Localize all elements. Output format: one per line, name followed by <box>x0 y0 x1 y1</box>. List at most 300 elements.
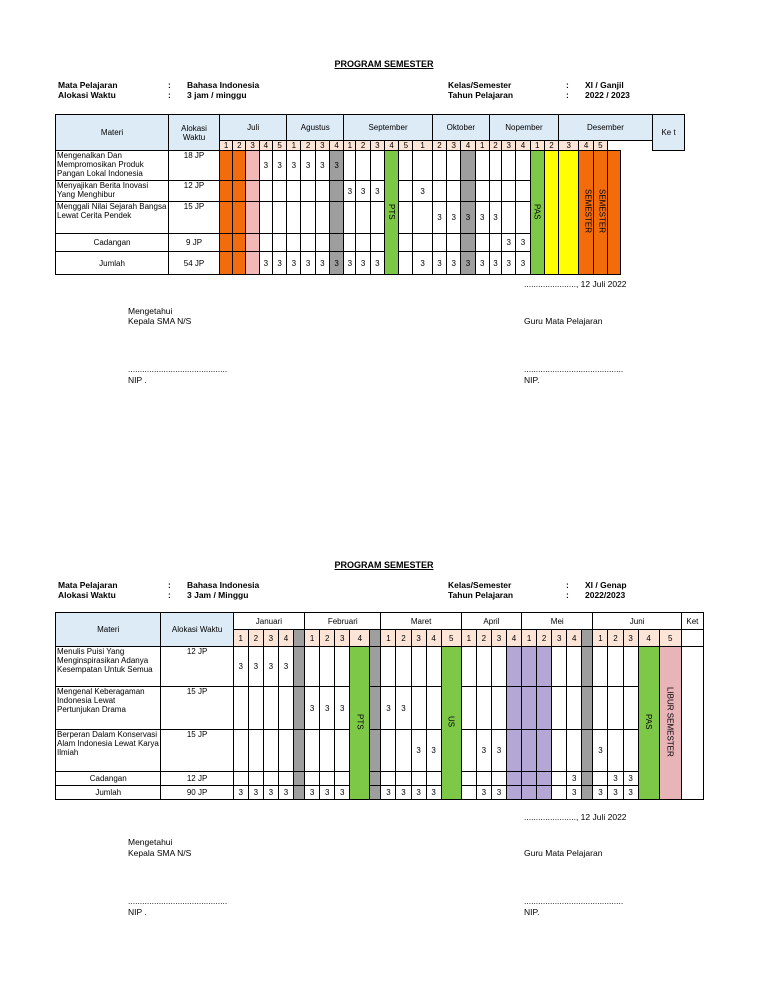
doc2-week-cell <box>335 772 350 786</box>
doc2-week-number: 4 <box>506 630 521 647</box>
doc2-week-number: 2 <box>537 630 552 647</box>
doc1-week-cell <box>315 181 329 202</box>
doc1-week-cell <box>287 181 301 202</box>
doc1-mapel-value: Bahasa Indonesia <box>187 80 260 90</box>
doc1-row-alokasi: 15 JP <box>169 202 220 234</box>
doc2-week-cell <box>233 730 248 772</box>
doc2-week-number: 1 <box>233 630 248 647</box>
doc1-ket-cell <box>607 151 620 275</box>
doc1-week-cell <box>413 234 432 252</box>
doc2-gap-cell <box>582 687 593 730</box>
doc2-week-cell <box>593 647 608 687</box>
doc1-week-cell <box>219 151 232 181</box>
doc1-week-cell <box>516 151 530 181</box>
doc1-week-cell: 3 <box>344 252 356 275</box>
doc2-week-cell <box>411 687 426 730</box>
doc1-week-number: 2 <box>233 141 246 151</box>
doc1-week-cell <box>246 181 259 202</box>
doc2-week-cell <box>396 647 411 687</box>
doc2-week-cell <box>411 647 426 687</box>
doc1-week-cell <box>502 151 516 181</box>
doc1-week-number: 1 <box>344 141 356 151</box>
doc1-week-cell <box>489 151 501 181</box>
doc1-week-cell <box>356 151 370 181</box>
doc2-gap-cell <box>370 786 381 800</box>
doc1-week-cell <box>370 234 384 252</box>
doc1-week-cell <box>246 202 259 234</box>
doc2-week-cell <box>552 647 567 687</box>
doc1-row-alokasi: 9 JP <box>169 234 220 252</box>
doc1-week-cell: 3 <box>259 151 272 181</box>
doc1-week-number: 4 <box>384 141 398 151</box>
doc1-month-nopember: Nopember <box>489 115 558 141</box>
doc1-week-cell: 3 <box>461 202 475 234</box>
doc1-week-cell <box>233 181 246 202</box>
doc2-week-cell: 3 <box>381 786 396 800</box>
doc1-col-alokasi: Alokasi Waktu <box>169 115 220 151</box>
doc1-libur-block-2 <box>593 151 607 275</box>
doc2-week-cell <box>476 647 491 687</box>
doc2-week-cell: 3 <box>411 730 426 772</box>
doc1-week-cell <box>233 252 246 275</box>
doc2-week-cell <box>248 730 263 772</box>
doc1-week-cell <box>399 151 413 181</box>
doc2-week-cell <box>396 730 411 772</box>
doc2-row-materi: Cadangan <box>56 772 161 786</box>
doc1-week-number: 3 <box>370 141 384 151</box>
doc1-week-cell <box>301 234 315 252</box>
doc1-week-cell <box>370 151 384 181</box>
doc2-row-materi: Mengenal Keberagaman Indonesia Lewat Pertunjukan Drama <box>56 687 161 730</box>
doc2-week-cell: 3 <box>411 786 426 800</box>
doc2-tahun-label: Tahun Pelajaran <box>448 590 514 600</box>
doc2-week-cell <box>567 687 582 730</box>
doc2-week-cell: 3 <box>233 647 248 687</box>
doc1-week-cell <box>413 151 432 181</box>
doc2-week-number: 3 <box>411 630 426 647</box>
doc2-week-cell <box>263 772 278 786</box>
doc1-week-cell <box>461 181 475 202</box>
doc1-week-cell: 3 <box>516 234 530 252</box>
doc1-week-cell <box>233 202 246 234</box>
doc2-week-cell <box>278 730 293 772</box>
doc2-gap-cell <box>293 647 304 687</box>
doc1-week-number: 1 <box>287 141 301 151</box>
doc1-week-number: 4 <box>329 141 343 151</box>
doc1-kepala: Kepala SMA N/S <box>128 316 192 326</box>
doc2-month-januari: Januari <box>233 613 304 630</box>
doc1-week-cell <box>432 151 446 181</box>
doc2-week-cell: 3 <box>305 786 320 800</box>
doc1-week-cell <box>370 202 384 234</box>
doc2-row-alokasi: 12 JP <box>161 772 233 786</box>
doc1-week-cell <box>516 202 530 234</box>
doc2-week-cell: 3 <box>476 730 491 772</box>
doc2-week-cell <box>552 687 567 730</box>
doc1-week-cell <box>219 252 232 275</box>
doc1-month-agustus: Agustus <box>287 115 344 141</box>
doc1-week-cell: 3 <box>447 202 461 234</box>
doc2-week-cell <box>461 687 476 730</box>
doc1-week-cell <box>315 234 329 252</box>
doc2-col-materi: Materi <box>56 613 161 647</box>
doc1-week-cell <box>461 151 475 181</box>
doc2-ket-cell <box>681 647 703 800</box>
doc2-week-cell: 3 <box>491 730 506 772</box>
doc1-week-cell: 3 <box>489 252 501 275</box>
doc2-gap-cell <box>582 772 593 786</box>
doc2-week-cell: 3 <box>320 687 335 730</box>
doc1-kepala-dots: .......................................... <box>128 364 228 374</box>
doc1-week-number: 4 <box>461 141 475 151</box>
doc2-week-cell <box>381 647 396 687</box>
doc2-lavender-cell <box>506 786 521 800</box>
doc2-week-cell <box>335 730 350 772</box>
doc1-week-cell <box>489 181 501 202</box>
doc1-week-cell: 3 <box>259 252 272 275</box>
doc2-week-cell <box>623 687 638 730</box>
doc1-week-number: 3 <box>559 141 579 151</box>
doc2-week-number: 3 <box>335 630 350 647</box>
doc2-week-number: 2 <box>248 630 263 647</box>
doc1-week-cell <box>399 181 413 202</box>
doc1-week-number: 1 <box>475 141 489 151</box>
doc2-week-cell <box>461 786 476 800</box>
doc2-schedule-table <box>55 612 704 800</box>
doc1-week-cell <box>344 202 356 234</box>
doc2-week-cell <box>491 647 506 687</box>
doc2-gap-cell <box>370 647 381 687</box>
doc2-week-cell <box>552 772 567 786</box>
doc2-week-gap <box>370 630 381 647</box>
doc1-week-cell <box>502 202 516 234</box>
doc2-week-cell <box>593 772 608 786</box>
doc1-week-cell: 3 <box>329 252 343 275</box>
doc2-mapel-label: Mata Pelajaran <box>58 580 118 590</box>
doc1-row-alokasi: 54 JP <box>169 252 220 275</box>
doc2-libur-label: LIBUR SEMESTER <box>665 687 675 757</box>
doc2-title: PROGRAM SEMESTER <box>334 560 434 570</box>
doc1-week-number: 4 <box>516 141 530 151</box>
doc2-lavender-cell <box>522 786 537 800</box>
doc1-week-cell: 3 <box>516 252 530 275</box>
doc1-week-number: 5 <box>593 141 607 151</box>
doc1-week-cell <box>272 234 286 252</box>
doc1-week-cell: 3 <box>413 181 432 202</box>
doc1-guru-dots: .......................................... <box>524 364 624 374</box>
doc2-week-number: 3 <box>623 630 638 647</box>
doc2-lavender-cell <box>522 772 537 786</box>
doc1-week-cell <box>329 202 343 234</box>
doc1-week-cell <box>246 151 259 181</box>
doc1-tahun-value: 2022 / 2023 <box>585 90 630 100</box>
doc2-week-cell: 3 <box>623 786 638 800</box>
doc2-week-cell <box>461 647 476 687</box>
doc2-guru: Guru Mata Pelajaran <box>524 848 603 858</box>
doc1-week-cell <box>233 151 246 181</box>
doc1-row-materi: Menggali Nilai Sejarah Bangsa Lewat Cerita Pendek <box>56 202 169 234</box>
doc2-kepala: Kepala SMA N/S <box>128 848 192 858</box>
doc2-week-number: 5 <box>441 630 461 647</box>
doc1-week-cell: 3 <box>447 252 461 275</box>
doc2-week-cell <box>623 647 638 687</box>
doc2-date: ......................, 12 Juli 2022 <box>524 812 627 822</box>
doc2-lavender-cell <box>506 772 521 786</box>
doc2-week-cell: 3 <box>567 772 582 786</box>
doc1-col-ket: Ke t <box>652 115 685 151</box>
doc1-week-cell: 3 <box>461 252 475 275</box>
doc1-guru: Guru Mata Pelajaran <box>524 316 603 326</box>
doc2-lavender-cell <box>537 772 552 786</box>
doc2-week-cell: 3 <box>567 786 582 800</box>
doc1-week-cell <box>344 234 356 252</box>
doc2-gap-cell <box>293 730 304 772</box>
doc1-week-cell <box>489 234 501 252</box>
doc1-week-cell <box>246 252 259 275</box>
doc2-week-cell: 3 <box>248 786 263 800</box>
doc1-week-number: 4 <box>259 141 272 151</box>
doc1-week-cell <box>259 181 272 202</box>
doc2-week-cell: 3 <box>335 786 350 800</box>
doc2-gap-cell <box>582 730 593 772</box>
doc2-row-alokasi: 15 JP <box>161 730 233 772</box>
doc2-week-number: 3 <box>263 630 278 647</box>
doc1-mengetahui: Mengetahui <box>128 306 173 316</box>
doc1-week-number: 2 <box>489 141 501 151</box>
doc1-week-cell: 3 <box>370 181 384 202</box>
doc2-mapel-value: Bahasa Indonesia <box>187 580 260 590</box>
doc2-week-number: 4 <box>567 630 582 647</box>
doc2-week-cell <box>476 772 491 786</box>
doc2-guru-dots: .......................................... <box>524 896 624 906</box>
doc2-week-number: 4 <box>426 630 441 647</box>
doc1-alokasi-label: Alokasi Waktu <box>58 90 116 100</box>
doc2-week-cell <box>491 687 506 730</box>
doc2-week-cell <box>278 687 293 730</box>
doc1-week-cell <box>301 202 315 234</box>
doc2-week-number: 2 <box>396 630 411 647</box>
doc1-week-number: 2 <box>356 141 370 151</box>
doc2-kelas-label: Kelas/Semester <box>448 580 512 590</box>
doc2-lavender-cell <box>506 730 521 772</box>
doc1-week-cell <box>219 234 232 252</box>
doc2-week-number: 2 <box>476 630 491 647</box>
doc1-week-cell <box>329 181 343 202</box>
doc2-week-cell <box>263 687 278 730</box>
doc1-week-cell <box>461 234 475 252</box>
doc1-week-number: 1 <box>413 141 432 151</box>
doc1-week-number: 3 <box>502 141 516 151</box>
doc1-alokasi-value: 3 jam / minggu <box>187 90 247 100</box>
doc1-month-desember: Desember <box>559 115 653 141</box>
doc2-week-number: 1 <box>461 630 476 647</box>
doc2-gap-cell <box>293 772 304 786</box>
doc2-week-cell <box>381 730 396 772</box>
doc2-week-cell <box>476 687 491 730</box>
doc2-libur-block <box>659 647 681 800</box>
doc2-lavender-cell <box>537 730 552 772</box>
doc2-week-cell <box>335 647 350 687</box>
doc1-row-materi: Mengenalkan Dan Mempromosikan Produk Pangan Lokal Indonesia <box>56 151 169 181</box>
doc1-week-cell: 3 <box>413 252 432 275</box>
doc2-week-cell <box>320 647 335 687</box>
doc1-week-cell <box>516 181 530 202</box>
doc2-week-cell: 3 <box>263 647 278 687</box>
doc1-row-materi: Cadangan <box>56 234 169 252</box>
doc2-week-cell <box>593 687 608 730</box>
doc1-week-number: 3 <box>315 141 329 151</box>
doc2-week-cell: 3 <box>491 786 506 800</box>
doc2-week-cell: 3 <box>608 786 623 800</box>
doc2-month-februari: Februari <box>305 613 381 630</box>
doc2-week-cell <box>305 772 320 786</box>
doc2-kepala-dots: .......................................... <box>128 896 228 906</box>
doc2-alokasi-label: Alokasi Waktu <box>58 590 116 600</box>
doc1-week-cell: 3 <box>315 151 329 181</box>
doc2-month-maret: Maret <box>381 613 461 630</box>
doc1-week-cell <box>272 202 286 234</box>
doc1-month-juli: Juli <box>219 115 286 141</box>
doc2-guru-nip: NIP. <box>524 907 540 917</box>
doc2-gap-cell <box>293 687 304 730</box>
doc1-week-number: 5 <box>399 141 413 151</box>
doc1-week-cell <box>344 151 356 181</box>
doc2-week-cell <box>426 772 441 786</box>
doc2-week-cell <box>248 772 263 786</box>
doc1-week-cell <box>246 234 259 252</box>
doc1-week-cell <box>447 151 461 181</box>
doc1-kepala-nip: NIP . <box>128 375 147 385</box>
doc2-week-cell: 3 <box>426 786 441 800</box>
doc1-week-cell <box>399 202 413 234</box>
doc2-week-cell: 3 <box>426 730 441 772</box>
doc1-row-materi: Jumlah <box>56 252 169 275</box>
doc2-lavender-cell <box>537 647 552 687</box>
doc1-date: ......................, 12 Juli 2022 <box>524 279 627 289</box>
doc1-month-september: September <box>344 115 433 141</box>
doc2-week-cell <box>320 730 335 772</box>
doc2-week-cell: 3 <box>278 647 293 687</box>
doc1-tahun-label: Tahun Pelajaran <box>448 90 514 100</box>
doc1-week-cell <box>287 234 301 252</box>
doc1-week-cell: 3 <box>356 252 370 275</box>
doc2-week-number: 1 <box>305 630 320 647</box>
doc1-week-cell <box>259 202 272 234</box>
doc2-week-number: 3 <box>491 630 506 647</box>
doc2-week-cell: 3 <box>593 730 608 772</box>
doc1-week-cell: 3 <box>301 252 315 275</box>
doc2-row-alokasi: 90 JP <box>161 786 233 800</box>
doc2-mengetahui: Mengetahui <box>128 837 173 847</box>
doc2-alokasi-value: 3 Jam / Minggu <box>187 590 249 600</box>
doc2-week-cell: 3 <box>305 687 320 730</box>
doc1-pts-block <box>384 151 398 275</box>
doc1-week-cell <box>315 202 329 234</box>
doc1-week-cell: 3 <box>475 252 489 275</box>
doc2-week-cell: 3 <box>593 786 608 800</box>
doc1-week-number: 1 <box>219 141 232 151</box>
doc1-schedule-table <box>55 114 704 275</box>
doc2-week-cell <box>233 687 248 730</box>
doc1-week-cell <box>329 234 343 252</box>
doc2-week-number: 2 <box>608 630 623 647</box>
doc2-week-cell <box>608 647 623 687</box>
doc1-pas-block <box>530 151 544 275</box>
doc2-row-alokasi: 12 JP <box>161 647 233 687</box>
doc2-week-cell: 3 <box>476 786 491 800</box>
doc2-kepala-nip: NIP . <box>128 907 147 917</box>
doc1-kelas-label: Kelas/Semester <box>448 80 512 90</box>
doc1-week-cell: 3 <box>475 202 489 234</box>
doc2-week-number: 4 <box>350 630 370 647</box>
doc2-row-alokasi: 15 JP <box>161 687 233 730</box>
doc2-week-ket <box>681 630 703 647</box>
doc2-month-juni: Juni <box>593 613 681 630</box>
doc1-row-alokasi: 18 JP <box>169 151 220 181</box>
doc1-week-cell <box>301 181 315 202</box>
doc1-week-cell <box>287 202 301 234</box>
doc1-week-cell: 3 <box>432 202 446 234</box>
doc1-week-cell: 3 <box>287 252 301 275</box>
doc1-week-cell <box>447 181 461 202</box>
doc1-week-number: 1 <box>530 141 544 151</box>
doc2-week-number: 1 <box>522 630 537 647</box>
doc1-week-cell <box>399 234 413 252</box>
doc1-week-cell: 3 <box>315 252 329 275</box>
doc2-week-cell <box>491 772 506 786</box>
doc2-week-number: 3 <box>552 630 567 647</box>
doc1-week-cell: 3 <box>502 252 516 275</box>
doc2-row-materi: Berperan Dalam Konservasi Alam Indonesia Lewat Karya Ilmiah <box>56 730 161 772</box>
doc1-week-cell <box>475 151 489 181</box>
doc2-week-gap <box>293 630 304 647</box>
doc2-week-cell: 3 <box>233 786 248 800</box>
doc2-lavender-cell <box>537 786 552 800</box>
doc2-week-cell <box>233 772 248 786</box>
doc2-lavender-cell <box>522 687 537 730</box>
doc2-kelas-value: XI / Genap <box>585 580 627 590</box>
doc2-week-cell: 3 <box>263 786 278 800</box>
doc2-pts-block <box>350 647 370 800</box>
doc2-week-gap <box>582 630 593 647</box>
doc1-week-cell <box>447 234 461 252</box>
doc2-week-cell: 3 <box>608 772 623 786</box>
doc2-week-cell: 3 <box>248 647 263 687</box>
doc2-week-cell: 3 <box>278 786 293 800</box>
doc2-lavender-cell <box>506 687 521 730</box>
doc2-lavender-cell <box>537 687 552 730</box>
doc2-week-cell <box>426 687 441 730</box>
doc2-week-cell <box>461 772 476 786</box>
doc1-week-number: 3 <box>447 141 461 151</box>
doc2-lavender-cell <box>522 647 537 687</box>
doc1-col-materi: Materi <box>56 115 169 151</box>
doc1-pas-label: PAS <box>532 203 542 220</box>
doc2-week-number: 4 <box>638 630 659 647</box>
doc1-week-number: 2 <box>432 141 446 151</box>
doc1-week-cell <box>399 252 413 275</box>
doc1-week-cell <box>356 202 370 234</box>
doc1-libur-block-1 <box>579 151 593 275</box>
doc1-week-cell: 3 <box>301 151 315 181</box>
doc1-week-cell: 3 <box>489 202 501 234</box>
doc2-week-number: 4 <box>278 630 293 647</box>
doc2-week-cell: 3 <box>623 772 638 786</box>
doc1-week-number: 2 <box>544 141 558 151</box>
doc1-week-cell <box>502 181 516 202</box>
doc1-row-alokasi: 12 JP <box>169 181 220 202</box>
doc2-gap-cell <box>370 730 381 772</box>
